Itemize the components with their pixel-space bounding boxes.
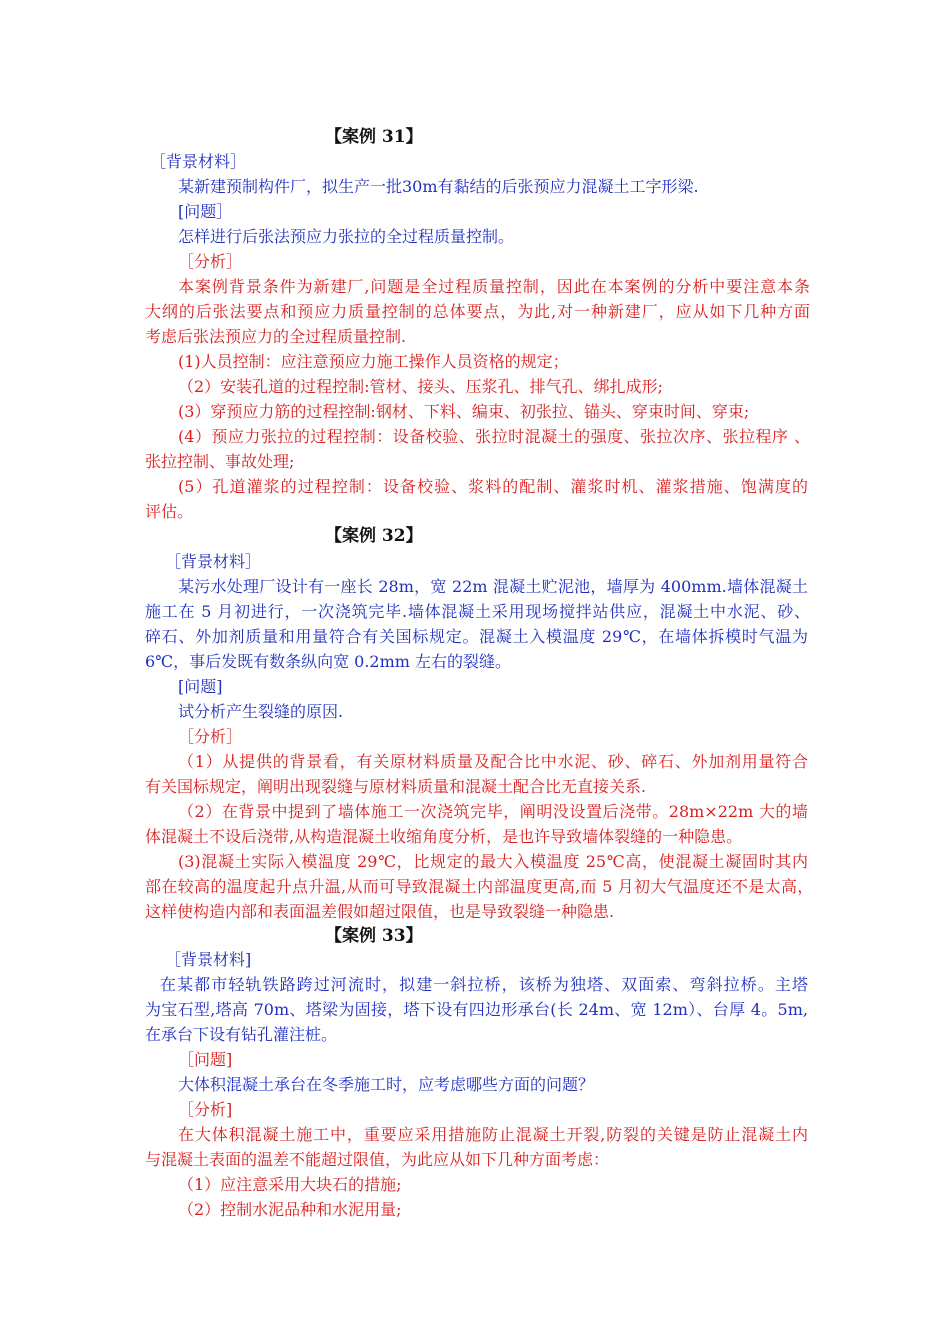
case31-analysis-line: 张拉控制、事故处理; [145, 452, 295, 471]
case31-analysis-line: 本案例背景条件为新建厂,问题是全过程质量控制，因此在本案例的分析中要注意本条 [178, 277, 810, 296]
case31-analysis-line: (4）预应力张拉的过程控制：设备校验、张拉时混凝土的强度、张拉次序、张拉程序 、 [178, 427, 810, 446]
case33-analysis-line: 与混凝土表面的温差不能超过限值，为此应从如下几种方面考虑： [145, 1150, 610, 1169]
case33-background-line: 在承台下设有钻孔灌注桩。 [145, 1025, 338, 1044]
case32-analysis-line: 部在较高的温度起升点升温,从而可导致混凝土内部温度更高,而 5 月初大气温度还不是太高， [145, 877, 813, 896]
case32-analysis-line: （1）从提供的背景看，有关原材料质量及配合比中水泥、砂、碎石、外加剂用量符合 [178, 752, 808, 771]
case31-analysis-line: （2）安装孔道的过程控制:管材、接头、压浆孔、排气孔、绑扎成形; [178, 377, 663, 396]
case33-title: 【案例 33】 [325, 926, 423, 946]
case32-background-label: ［背景材料］ [165, 552, 262, 571]
case31-analysis-line: (3）穿预应力筋的过程控制:钢材、下料、编束、初张拉、锚头、穿束时间、穿束; [178, 402, 750, 421]
case32-background-line: 碎石、外加剂质量和用量符合有关国标规定。混凝土入模温度 29℃，在墙体拆模时气温为 [145, 627, 808, 646]
case32-question-text: 试分析产生裂缝的原因. [178, 702, 344, 721]
case32-analysis-line: （2）在背景中提到了墙体施工一次浇筑完毕，阐明没设置后浇带。28m×22m 大的墙 [178, 802, 808, 821]
case31-analysis-line: (1)人员控制：应注意预应力施工操作人员资格的规定； [178, 352, 569, 371]
case31-question-label: [问题］ [178, 202, 233, 221]
case32-analysis-label: ［分析］ [178, 727, 243, 746]
case31-analysis-label: ［分析］ [178, 252, 243, 271]
case33-background-label: ［背景材料] [165, 950, 252, 969]
case33-background-line: 为宝石型,塔高 70m、塔梁为固接，塔下设有四边形承台(长 24m、宽 12m）、台厚 4。5m, [145, 1000, 808, 1019]
case31-analysis-line: 评估。 [145, 502, 194, 521]
case32-analysis-line: 有关国标规定，阐明出现裂缝与原材料质量和混凝土配合比无直接关系. [145, 777, 647, 796]
case31-background-label: ［背景材料］ [150, 152, 247, 171]
case32-analysis-line: 这样使构造内部和表面温差假如超过限值，也是导致裂缝一种隐患. [145, 902, 615, 921]
case32-background-line: 6℃，事后发既有数条纵向宽 0.2mm 左右的裂缝。 [145, 652, 512, 671]
case32-analysis-line: (3)混凝土实际入模温度 29℃，比规定的最大入模温度 25℃高，使混凝土凝固时其内 [178, 852, 808, 871]
case33-background-line: 在某都市轻轨铁路跨过河流时，拟建一斜拉桥，该桥为独塔、双面索、弯斜拉桥。主塔 [160, 975, 808, 994]
case33-analysis-label: ［分析] [178, 1100, 233, 1119]
case33-analysis-line: （1）应注意采用大块石的措施; [178, 1175, 402, 1194]
case32-background-line: 施工在 5 月初进行，一次浇筑完毕.墙体混凝土采用现场搅拌站供应，混凝土中水泥、砂、 [145, 602, 810, 621]
case33-question-text: 大体积混凝土承台在冬季施工时，应考虑哪些方面的问题？ [178, 1075, 595, 1094]
case31-analysis-line: 大纲的后张法要点和预应力质量控制的总体要点，为此,对一种新建厂，应从如下几种方面 [145, 302, 810, 321]
case31-analysis-line: (5）孔道灌浆的过程控制：设备校验、浆料的配制、灌浆时机、灌浆措施、饱满度的 [178, 477, 808, 496]
case31-background-text: 某新建预制构件厂，拟生产一批30m有黏结的后张预应力混凝土工字形梁. [178, 177, 699, 196]
case31-question-text: 怎样进行后张法预应力张拉的全过程质量控制。 [178, 227, 515, 246]
case31-title: 【案例 31】 [325, 127, 423, 147]
case31-analysis-line: 考虑后张法预应力的全过程质量控制. [145, 327, 407, 346]
case32-title: 【案例 32】 [325, 526, 423, 546]
case33-question-label: ［问题] [178, 1050, 233, 1069]
case32-background-line: 某污水处理厂设计有一座长 28m，宽 22m 混凝土贮泥池，墙厚为 400mm.墙体混凝土 [178, 577, 808, 596]
case33-analysis-line: 在大体积混凝土施工中，重要应采用措施防止混凝土开裂,防裂的关键是防止混凝土内 [178, 1125, 808, 1144]
case32-question-label: [问题] [178, 677, 223, 696]
case33-analysis-line: （2）控制水泥品种和水泥用量; [178, 1200, 402, 1219]
case32-analysis-line: 体混凝土不设后浇带,从构造混凝土收缩角度分析，是也许导致墙体裂缝的一种隐患。 [145, 827, 743, 846]
